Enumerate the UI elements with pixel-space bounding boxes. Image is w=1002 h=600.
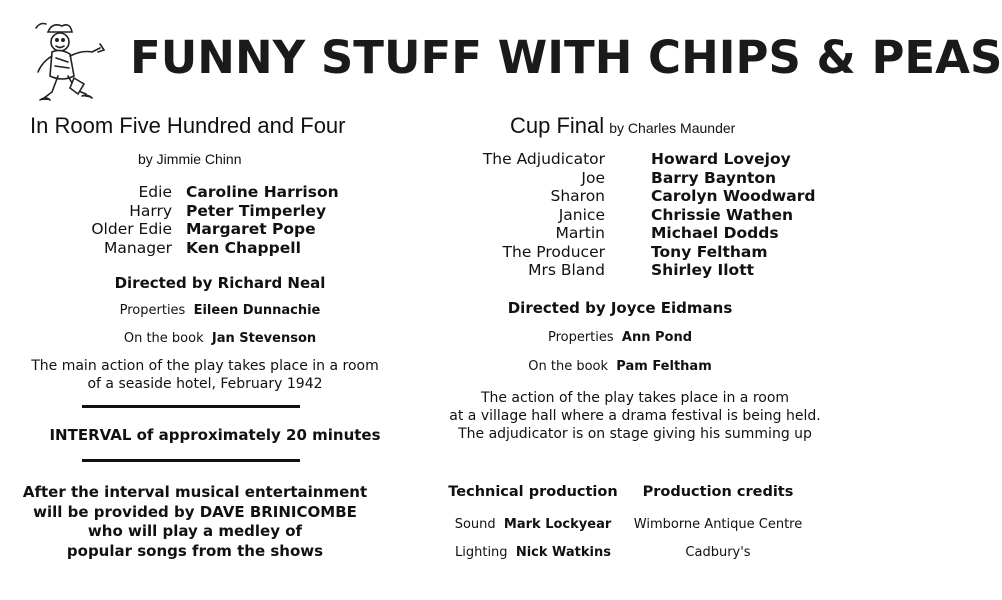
left-play-title: In Room Five Hundred and Four — [30, 113, 346, 138]
lighting-label: Lighting — [455, 545, 508, 560]
right-on-the-book — [440, 359, 800, 374]
cast-row — [70, 183, 390, 202]
right-cast-list — [440, 150, 840, 280]
properties-label: Properties — [119, 303, 186, 318]
cast-role: Martin — [555, 224, 605, 242]
cast-role: Manager — [104, 238, 172, 257]
chef-cartoon-illustration — [30, 18, 110, 112]
after-interval-notice — [10, 483, 380, 561]
left-author: by Jimmie Chinn — [138, 151, 242, 167]
sound-name: Mark Lockyear — [503, 517, 612, 532]
cast-row — [70, 220, 390, 239]
book-label: On the book — [123, 331, 204, 346]
sound-credit — [443, 517, 623, 532]
left-director: Directed by Richard Neal — [114, 274, 326, 292]
cast-actor: Peter Timperley — [186, 201, 327, 220]
cast-actor: Howard Lovejoy — [651, 150, 791, 168]
right-director: Directed by Joyce Eidmans — [507, 299, 733, 317]
cast-row — [440, 206, 840, 225]
cast-actor: Shirley Ilott — [651, 261, 755, 279]
after-line: who will play a medley of — [87, 522, 303, 540]
properties-name: Ann Pond — [621, 330, 693, 345]
sound-label: Sound — [454, 517, 496, 532]
after-line: will be provided by DAVE BRINICOMBE — [33, 502, 357, 521]
cast-actor: Carolyn Woodward — [651, 187, 816, 205]
setting-line: The adjudicator is on stage giving his summing up — [458, 426, 812, 442]
cast-actor: Tony Feltham — [651, 242, 768, 261]
production-credits-heading: Production credits — [642, 484, 794, 500]
cast-row — [440, 187, 840, 206]
cast-row — [70, 239, 390, 258]
properties-label: Properties — [547, 330, 614, 345]
cast-role: Joe — [581, 168, 605, 187]
technical-production-heading: Technical production — [448, 484, 618, 500]
cast-role: Harry — [129, 201, 172, 220]
right-author: by Charles Maunder — [609, 120, 736, 136]
left-cast-list — [70, 183, 390, 257]
cast-role: The Adjudicator — [482, 150, 605, 168]
credit-item: Wimborne Antique Centre — [633, 517, 803, 532]
divider-rule-bottom — [82, 459, 300, 462]
cast-actor: Caroline Harrison — [186, 183, 339, 201]
right-setting-note — [440, 389, 830, 443]
lighting-credit — [443, 545, 623, 560]
interval-notice: INTERVAL of approximately 20 minutes — [49, 426, 381, 444]
cast-actor: Margaret Pope — [186, 220, 316, 238]
left-on-the-book — [30, 331, 410, 346]
cast-actor: Chrissie Wathen — [651, 205, 794, 224]
right-play-title: Cup Final — [510, 113, 605, 138]
cast-role: Sharon — [550, 187, 605, 205]
book-label: On the book — [528, 359, 609, 374]
right-play-heading — [510, 112, 735, 140]
cast-role: The Producer — [502, 242, 605, 261]
credit-item: Cadbury's — [685, 545, 751, 560]
left-properties — [30, 303, 410, 318]
cast-actor: Michael Dodds — [651, 224, 779, 242]
cast-row — [440, 224, 840, 243]
cast-row — [440, 243, 840, 262]
book-name: Jan Stevenson — [211, 331, 317, 346]
cast-row — [440, 261, 840, 280]
lighting-name: Nick Watkins — [515, 545, 611, 560]
cast-role: Janice — [558, 205, 605, 224]
properties-name: Eileen Dunnachie — [193, 303, 321, 318]
cast-actor: Barry Baynton — [651, 168, 777, 187]
right-properties — [440, 330, 800, 345]
page-title: FUNNY STUFF WITH CHIPS & PEAS — [130, 31, 1002, 84]
divider-rule-top — [82, 405, 300, 408]
cast-role: Mrs Bland — [528, 261, 605, 279]
setting-line: The main action of the play takes place in a room — [31, 358, 379, 374]
cast-role: Older Edie — [91, 220, 172, 238]
cast-actor: Ken Chappell — [186, 238, 301, 257]
setting-line: of a seaside hotel, February 1942 — [87, 376, 323, 392]
setting-line: The action of the play takes place in a room — [480, 390, 790, 406]
cast-row — [440, 169, 840, 188]
after-line: popular songs from the shows — [66, 541, 324, 560]
after-line: After the interval musical entertainment — [22, 483, 368, 501]
cast-row — [440, 150, 840, 169]
setting-line: at a village hall where a drama festival is being held. — [449, 408, 821, 424]
cast-row — [70, 202, 390, 221]
left-setting-note — [15, 357, 395, 393]
cast-role: Edie — [138, 183, 172, 201]
book-name: Pam Feltham — [616, 359, 712, 374]
